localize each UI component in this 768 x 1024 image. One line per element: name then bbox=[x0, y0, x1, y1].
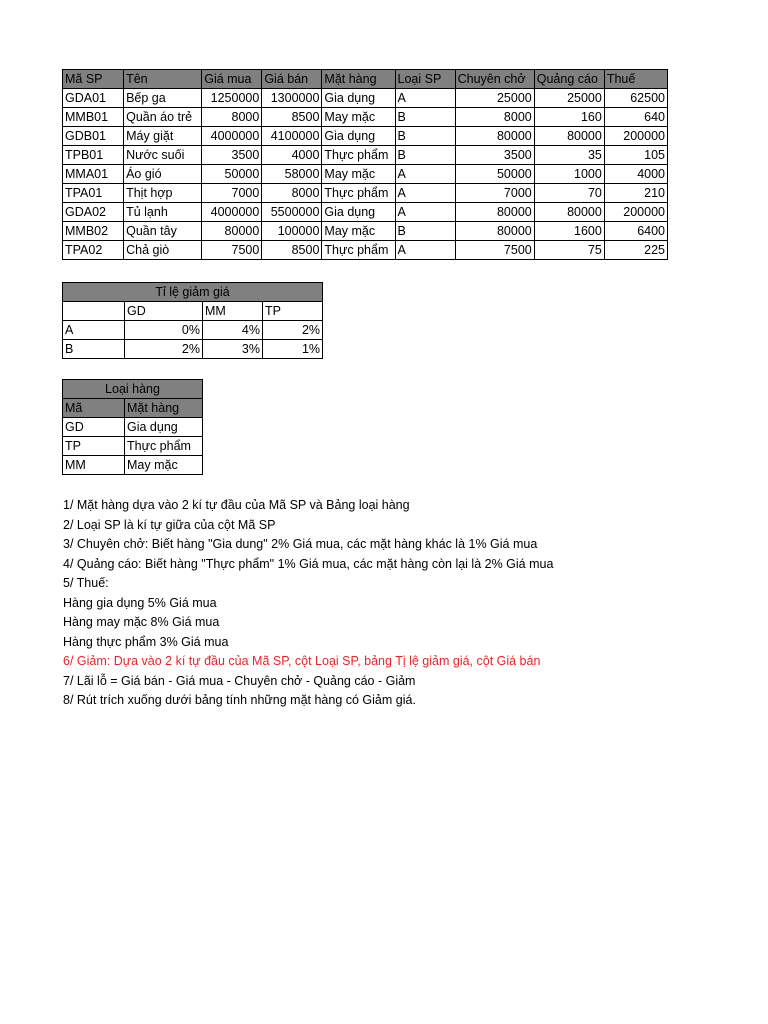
category-header-ma[interactable]: Mã bbox=[63, 399, 125, 418]
table-cell[interactable]: Thực phẩm bbox=[125, 437, 203, 456]
discount-header-gd[interactable]: GD bbox=[125, 302, 203, 321]
category-header-mat-hang[interactable]: Mặt hàng bbox=[125, 399, 203, 418]
table-cell[interactable]: TPA01 bbox=[63, 184, 124, 203]
table-cell[interactable]: MMB01 bbox=[63, 108, 124, 127]
table-cell[interactable]: 1300000 bbox=[262, 89, 322, 108]
table-cell[interactable]: 640 bbox=[604, 108, 667, 127]
table-cell[interactable]: 8000 bbox=[202, 108, 262, 127]
table-cell[interactable]: A bbox=[395, 241, 455, 260]
table-cell[interactable]: 4000000 bbox=[202, 127, 262, 146]
table-cell[interactable]: Thực phẩm bbox=[322, 146, 395, 165]
table-cell[interactable]: Nước suối bbox=[124, 146, 202, 165]
table-cell[interactable]: 8000 bbox=[455, 108, 534, 127]
table-cell[interactable]: 80000 bbox=[534, 203, 604, 222]
table-cell[interactable]: Gia dụng bbox=[322, 203, 395, 222]
col-header-thue[interactable]: Thuế bbox=[604, 70, 667, 89]
table-cell[interactable]: Gia dụng bbox=[322, 127, 395, 146]
table-cell[interactable]: 7000 bbox=[202, 184, 262, 203]
product-row bbox=[63, 165, 668, 184]
table-cell[interactable]: 50000 bbox=[455, 165, 534, 184]
table-cell[interactable]: May mặc bbox=[125, 456, 203, 475]
product-row bbox=[63, 89, 668, 108]
table-cell[interactable]: 35 bbox=[534, 146, 604, 165]
discount-row bbox=[63, 321, 323, 340]
table-cell[interactable]: GDA02 bbox=[63, 203, 124, 222]
table-cell[interactable]: 160 bbox=[534, 108, 604, 127]
table-cell[interactable]: 4000 bbox=[262, 146, 322, 165]
category-table-header-row bbox=[63, 399, 203, 418]
table-cell[interactable]: 100000 bbox=[262, 222, 322, 241]
table-cell[interactable]: 3500 bbox=[202, 146, 262, 165]
table-cell[interactable]: A bbox=[395, 89, 455, 108]
table-cell[interactable]: A bbox=[63, 321, 125, 340]
table-cell[interactable]: 4100000 bbox=[262, 127, 322, 146]
table-cell[interactable]: 0% bbox=[125, 321, 203, 340]
table-cell[interactable]: 75 bbox=[534, 241, 604, 260]
table-cell[interactable]: Thịt hợp bbox=[124, 184, 202, 203]
table-cell[interactable]: 2% bbox=[125, 340, 203, 359]
product-row bbox=[63, 241, 668, 260]
note-3: 3/ Chuyên chở: Biết hàng "Gia dung" 2% Giá mua, các mặt hàng khác là 1% Giá mua bbox=[63, 537, 538, 551]
table-cell[interactable]: 1250000 bbox=[202, 89, 262, 108]
table-cell[interactable]: 58000 bbox=[262, 165, 322, 184]
table-cell[interactable]: TPB01 bbox=[63, 146, 124, 165]
table-cell[interactable]: 6400 bbox=[604, 222, 667, 241]
discount-header-mm[interactable]: MM bbox=[203, 302, 263, 321]
discount-header-blank[interactable] bbox=[63, 302, 125, 321]
table-cell[interactable]: 200000 bbox=[604, 127, 667, 146]
category-row bbox=[63, 456, 203, 475]
col-header-gia-ban[interactable]: Giá bán bbox=[262, 70, 322, 89]
category-table-title[interactable]: Loại hàng bbox=[63, 380, 203, 399]
table-cell[interactable]: A bbox=[395, 165, 455, 184]
product-row bbox=[63, 222, 668, 241]
table-cell[interactable]: 3% bbox=[203, 340, 263, 359]
category-table-title-row bbox=[63, 380, 203, 399]
table-cell[interactable]: MMA01 bbox=[63, 165, 124, 184]
table-cell[interactable]: 210 bbox=[604, 184, 667, 203]
note-5a: Hàng gia dụng 5% Giá mua bbox=[63, 595, 217, 610]
table-cell[interactable]: 3500 bbox=[455, 146, 534, 165]
table-cell[interactable]: 7500 bbox=[455, 241, 534, 260]
table-cell[interactable]: 1600 bbox=[534, 222, 604, 241]
product-table bbox=[62, 69, 668, 260]
table-cell[interactable]: Quần tây bbox=[124, 222, 202, 241]
table-cell[interactable]: Tủ lạnh bbox=[124, 203, 202, 222]
table-cell[interactable]: 8000 bbox=[262, 184, 322, 203]
table-cell[interactable]: 8500 bbox=[262, 241, 322, 260]
table-cell[interactable]: 4% bbox=[203, 321, 263, 340]
table-cell[interactable]: B bbox=[395, 222, 455, 241]
table-cell[interactable]: 80000 bbox=[534, 127, 604, 146]
table-cell[interactable]: 25000 bbox=[534, 89, 604, 108]
table-cell[interactable]: Chả giò bbox=[124, 241, 202, 260]
table-cell[interactable]: 80000 bbox=[455, 222, 534, 241]
instructions bbox=[63, 496, 553, 711]
table-cell[interactable]: GD bbox=[63, 418, 125, 437]
col-header-ten[interactable]: Tên bbox=[124, 70, 202, 89]
discount-table-title-row bbox=[63, 283, 323, 302]
note-5b: Hàng may mặc 8% Giá mua bbox=[63, 615, 220, 629]
category-row bbox=[63, 437, 203, 456]
table-cell[interactable]: Gia dụng bbox=[125, 418, 203, 437]
table-cell[interactable]: 5500000 bbox=[262, 203, 322, 222]
discount-rate-table bbox=[62, 282, 323, 359]
table-cell[interactable]: 7500 bbox=[202, 241, 262, 260]
table-cell[interactable]: 1% bbox=[263, 340, 323, 359]
table-cell[interactable]: 80000 bbox=[455, 127, 534, 146]
col-header-loai-sp[interactable]: Loại SP bbox=[395, 70, 455, 89]
table-cell[interactable]: B bbox=[395, 108, 455, 127]
product-table-header-row bbox=[63, 70, 668, 89]
discount-row bbox=[63, 340, 323, 359]
table-cell[interactable]: TP bbox=[63, 437, 125, 456]
table-cell[interactable]: 2% bbox=[263, 321, 323, 340]
note-2: 2/ Loại SP là kí tự giữa của cột Mã SP bbox=[63, 517, 276, 532]
product-row bbox=[63, 108, 668, 127]
table-cell[interactable]: 80000 bbox=[202, 222, 262, 241]
table-cell[interactable]: GDA01 bbox=[63, 89, 124, 108]
category-table bbox=[62, 379, 203, 475]
col-header-ma-sp[interactable]: Mã SP bbox=[63, 70, 124, 89]
table-cell[interactable]: TPA02 bbox=[63, 241, 124, 260]
table-cell[interactable]: May mặc bbox=[322, 222, 395, 241]
table-cell[interactable]: May mặc bbox=[322, 108, 395, 127]
table-cell[interactable]: 70 bbox=[534, 184, 604, 203]
discount-table-header-row bbox=[63, 302, 323, 321]
product-row bbox=[63, 127, 668, 146]
note-4: 4/ Quảng cáo: Biết hàng "Thực phẩm" 1% Giá mua, các mặt hàng còn lại là 2% Giá mua bbox=[63, 556, 554, 571]
table-cell[interactable]: Máy giặt bbox=[124, 127, 202, 146]
table-cell[interactable]: A bbox=[395, 184, 455, 203]
table-cell[interactable]: 4000 bbox=[604, 165, 667, 184]
note-6: 6/ Giảm: Dựa vào 2 kí tự đầu của Mã SP, cột Loại SP, bảng Tị lệ giảm giá, cột Giá bán bbox=[63, 654, 541, 668]
product-row bbox=[63, 203, 668, 222]
table-cell[interactable]: B bbox=[395, 146, 455, 165]
product-row bbox=[63, 146, 668, 165]
table-cell[interactable]: 8500 bbox=[262, 108, 322, 127]
table-cell[interactable]: MM bbox=[63, 456, 125, 475]
table-cell[interactable]: 62500 bbox=[604, 89, 667, 108]
category-row bbox=[63, 418, 203, 437]
table-cell[interactable]: B bbox=[63, 340, 125, 359]
table-cell[interactable]: Áo gió bbox=[124, 165, 202, 184]
table-cell[interactable]: B bbox=[395, 127, 455, 146]
col-header-quang-cao[interactable]: Quảng cáo bbox=[534, 70, 604, 89]
table-cell[interactable]: Bếp ga bbox=[124, 89, 202, 108]
table-cell[interactable]: 1000 bbox=[534, 165, 604, 184]
note-8: 8/ Rút trích xuống dưới bảng tính những mặt hàng có Giảm giá. bbox=[63, 693, 416, 707]
table-cell[interactable]: 225 bbox=[604, 241, 667, 260]
table-cell[interactable]: Gia dụng bbox=[322, 89, 395, 108]
table-cell[interactable]: 4000000 bbox=[202, 203, 262, 222]
note-7: 7/ Lãi lỗ = Giá bán - Giá mua - Chuyên chở - Quảng cáo - Giảm bbox=[63, 673, 416, 688]
note-5: 5/ Thuế: bbox=[63, 576, 109, 590]
discount-table-title[interactable]: Tỉ lệ giảm giá bbox=[63, 283, 323, 302]
table-cell[interactable]: 80000 bbox=[455, 203, 534, 222]
table-cell[interactable]: MMB02 bbox=[63, 222, 124, 241]
col-header-mat-hang[interactable]: Mặt hàng bbox=[322, 70, 395, 89]
table-cell[interactable]: A bbox=[395, 203, 455, 222]
col-header-chuyen-cho[interactable]: Chuyên chở bbox=[455, 70, 534, 89]
table-cell[interactable]: Thực phẩm bbox=[322, 241, 395, 260]
table-cell[interactable]: Quần áo trẻ bbox=[124, 108, 202, 127]
col-header-gia-mua[interactable]: Giá mua bbox=[202, 70, 262, 89]
table-cell[interactable]: May mặc bbox=[322, 165, 395, 184]
table-cell[interactable]: 25000 bbox=[455, 89, 534, 108]
table-cell[interactable]: 50000 bbox=[202, 165, 262, 184]
note-5c: Hàng thực phẩm 3% Giá mua bbox=[63, 634, 229, 649]
discount-header-tp[interactable]: TP bbox=[263, 302, 323, 321]
table-cell[interactable]: 200000 bbox=[604, 203, 667, 222]
table-cell[interactable]: Thực phẩm bbox=[322, 184, 395, 203]
table-cell[interactable]: 105 bbox=[604, 146, 667, 165]
table-cell[interactable]: GDB01 bbox=[63, 127, 124, 146]
product-row bbox=[63, 184, 668, 203]
note-1: 1/ Mặt hàng dựa vào 2 kí tự đầu của Mã SP và Bảng loại hàng bbox=[63, 498, 410, 512]
table-cell[interactable]: 7000 bbox=[455, 184, 534, 203]
